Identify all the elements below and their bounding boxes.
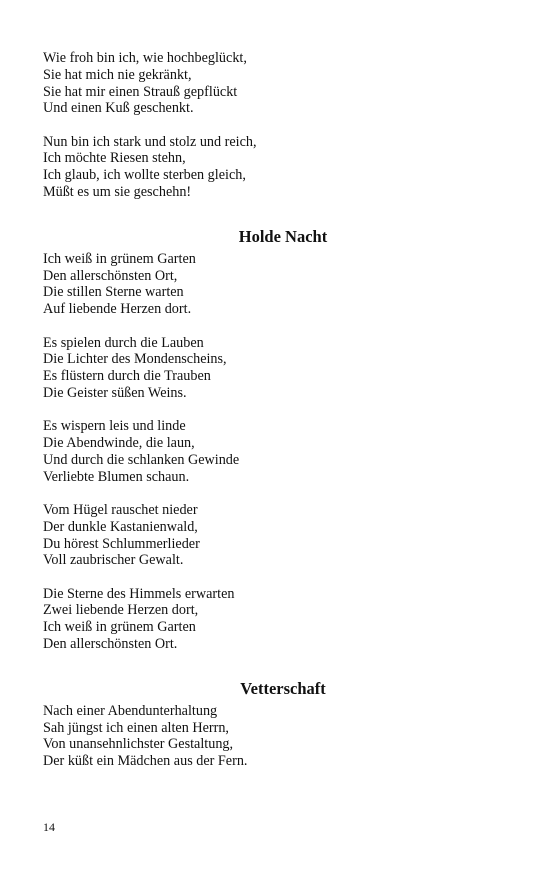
verse-line: Die Abendwinde, die laun, [43, 435, 195, 452]
verse-line: Verliebte Blumen schaun. [43, 468, 190, 485]
verse-line: Du hörest Schlummerlieder [43, 535, 200, 552]
poem-holde-nacht [43, 227, 513, 653]
poem-title: Holde Nacht [238, 226, 328, 246]
poem-vetterschaft [43, 679, 513, 770]
verse-line: Und durch die schlanken Gewinde [43, 451, 240, 468]
poem-title: Vetterschaft [240, 678, 326, 698]
verse-line: Der küßt ein Mädchen aus der Fern. [43, 753, 248, 770]
verse-line: Sie hat mir einen Strauß gepflückt [43, 83, 238, 100]
verse-line: Auf liebende Herzen dort. [43, 301, 192, 318]
verse-line: Ich möchte Riesen stehn, [43, 150, 186, 167]
verse-line: Es wispern leis und linde [43, 418, 186, 435]
verse-line: Es spielen durch die Lauben [43, 334, 204, 351]
verse-line: Die Lichter des Mondenscheins, [43, 351, 227, 368]
verse-line: Es flüstern durch die Trauben [43, 368, 211, 385]
verse-line: Und einen Kuß geschenkt. [43, 100, 194, 117]
verse-line: Sie hat mich nie gekränkt, [43, 66, 192, 83]
stanza [43, 703, 513, 770]
stanza [43, 50, 513, 117]
verse-line: Von unansehnlichster Gestaltung, [43, 736, 234, 753]
stanza [43, 502, 513, 569]
verse-line: Ich glaub, ich wollte sterben gleich, [43, 167, 246, 184]
stanza [43, 134, 513, 201]
page-body [43, 48, 513, 787]
verse-line: Sah jüngst ich einen alten Herrn, [43, 719, 229, 736]
verse-line: Wie froh bin ich, wie hochbeglückt, [43, 50, 247, 66]
verse-line: Die Geister süßen Weins. [43, 384, 187, 401]
stanza [43, 335, 513, 402]
verse-line: Zwei liebende Herzen dort, [43, 602, 199, 619]
verse-line: Vom Hügel rauschet nieder [43, 501, 198, 518]
verse-line: Den allerschönsten Ort, [43, 267, 178, 284]
stanza [43, 418, 513, 485]
verse-line: Müßt es um sie geschehn! [43, 184, 192, 201]
verse-line: Die Sterne des Himmels erwarten [43, 585, 235, 602]
verse-line: Nun bin ich stark und stolz und reich, [43, 133, 257, 150]
stanza [43, 586, 513, 653]
verse-line: Der dunkle Kastanienwald, [43, 518, 198, 535]
verse-line: Den allerschönsten Ort. [43, 636, 178, 653]
verse-line: Die stillen Sterne warten [43, 284, 184, 301]
verse-line: Ich weiß in grünem Garten [43, 250, 196, 267]
verse-line: Voll zaubrischer Gewalt. [43, 552, 184, 569]
stanza [43, 251, 513, 318]
page-number: 14 [43, 820, 55, 834]
verse-line: Nach einer Abendunterhaltung [43, 702, 218, 719]
poem-continuation [43, 50, 513, 201]
verse-line: Ich weiß in grünem Garten [43, 619, 196, 636]
